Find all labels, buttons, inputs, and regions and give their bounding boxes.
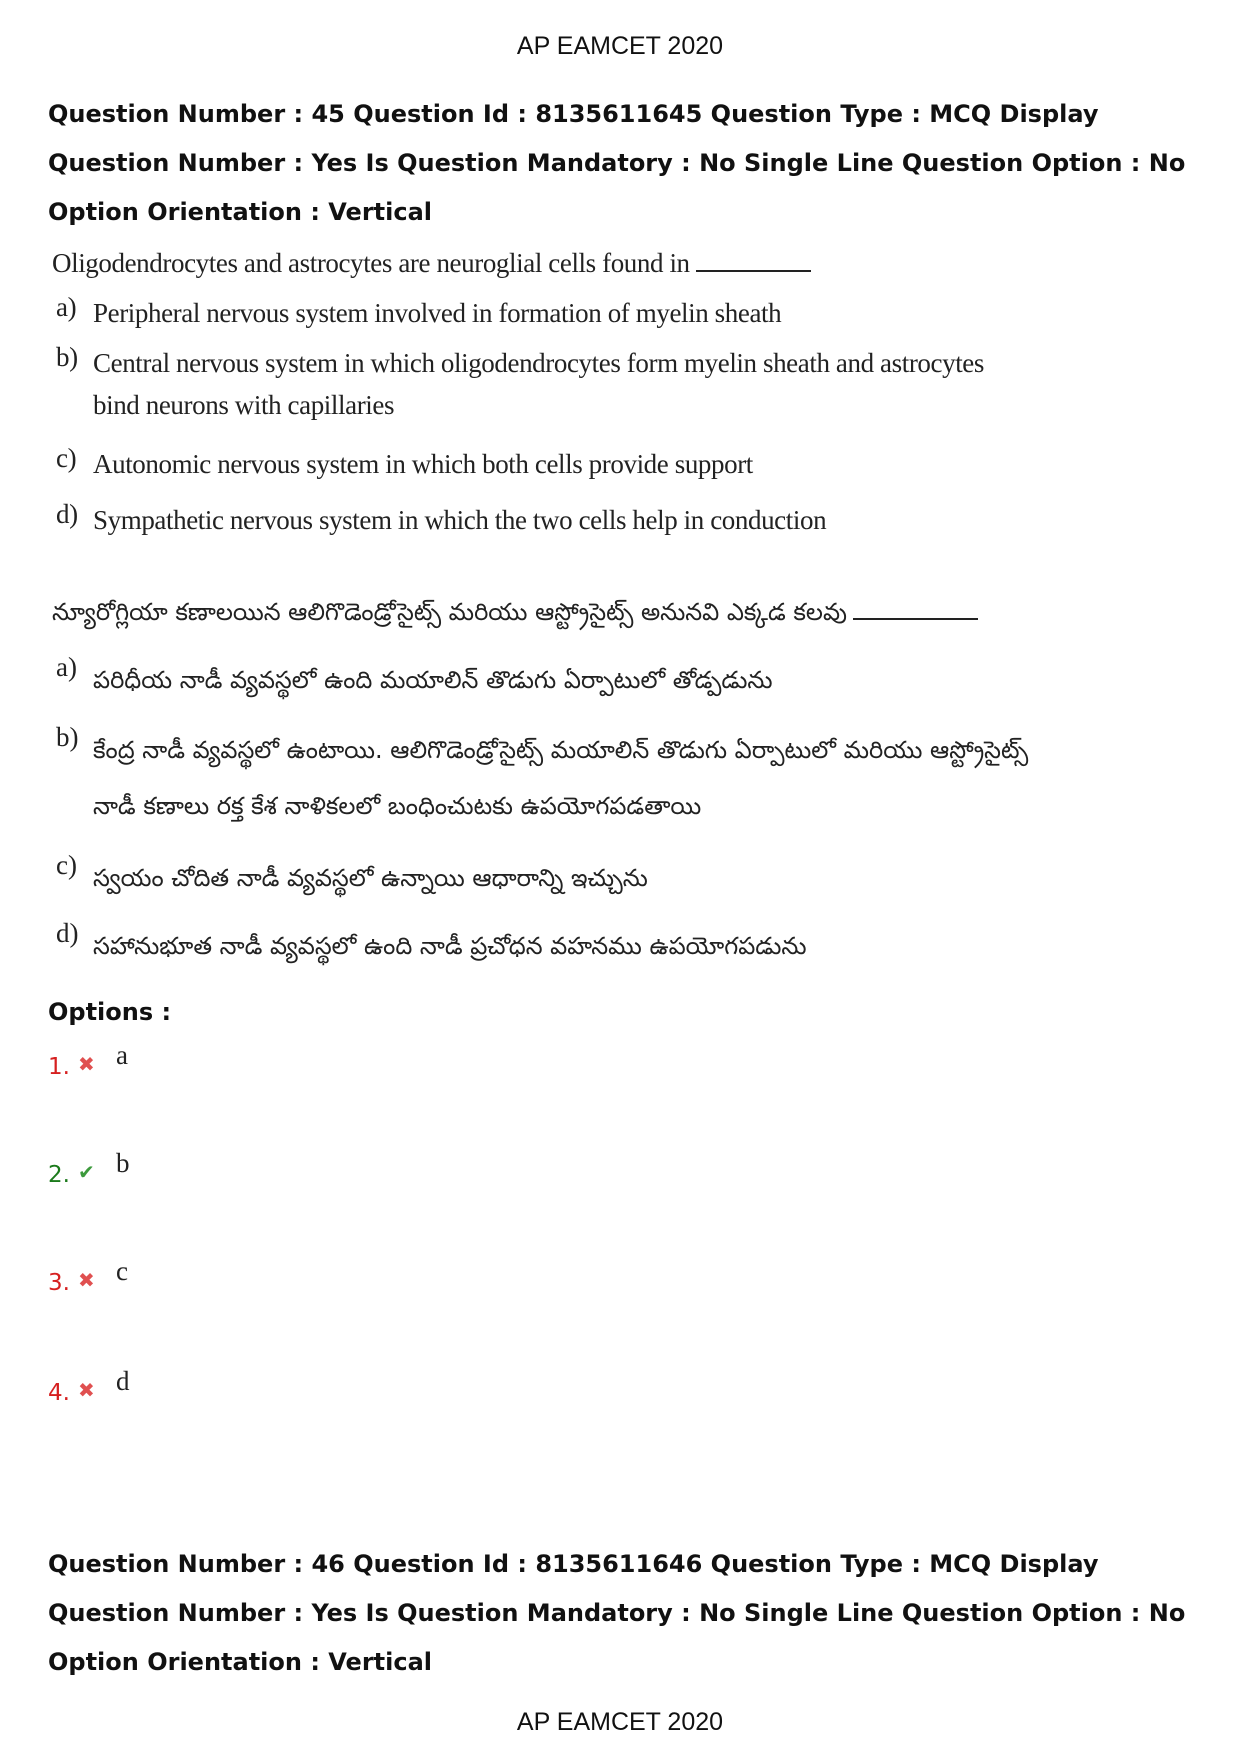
option-text: సహానుభూత నాడీ వ్యవస్థలో ఉంది నాడీ ప్రచోధన వహనము ఉపయోగపడును <box>93 932 807 960</box>
cross-icon: ✖ <box>78 1378 95 1402</box>
option-text-line2: నాడీ కణాలు రక్త కేశ నాళికలలో బంధించుటకు ఉపయోగపడతాయి <box>93 792 702 820</box>
option-label: b) <box>56 722 79 752</box>
option-label: c) <box>56 443 77 473</box>
check-icon: ✔ <box>78 1160 95 1184</box>
choice-value: a <box>116 1040 128 1070</box>
option-text-line1: కేంద్ర నాడీ వ్యవస్థలో ఉంటాయి. ఆలిగొడెండ్రోసైట్స్ మయాలిన్ తొడుగు ఏర్పాటులో మరియు ఆస్ట్రోసైట్స్ <box>93 736 1029 764</box>
telugu-option-a <box>56 652 773 708</box>
cross-icon: ✖ <box>78 1052 95 1076</box>
choice-value: d <box>116 1366 130 1396</box>
page-footer: AP EAMCET 2020 <box>516 1708 724 1736</box>
option-text: పరిధీయ నాడీ వ్యవస్థలో ఉంది మయాలిన్ తొడుగు ఏర్పాటులో తోడ్పడును <box>93 666 773 694</box>
telugu-option-b <box>56 722 1028 834</box>
choice-number: 4. <box>48 1380 70 1406</box>
option-text-line2: bind neurons with capillaries <box>93 390 395 420</box>
option-label: b) <box>56 342 78 372</box>
choice-number: 1. <box>48 1054 70 1080</box>
choice-value: b <box>116 1148 130 1178</box>
question-stem-telugu <box>52 596 978 632</box>
answer-blank <box>696 248 811 272</box>
option-text-line1: Central nervous system in which oligodendrocytes form myelin sheath and astrocytes <box>93 348 984 378</box>
question-stem-english-text: Oligodendrocytes and astrocytes are neuroglial cells found in <box>52 248 690 278</box>
english-option-c <box>56 443 753 485</box>
choice-number: 3. <box>48 1270 70 1296</box>
telugu-option-c <box>56 850 648 906</box>
option-text: Sympathetic nervous system in which the two cells help in conduction <box>93 505 827 535</box>
option-text: స్వయం చోదిత నాడీ వ్యవస్థలో ఉన్నాయి ఆధారాన్ని ఇచ్చును <box>93 864 648 892</box>
option-label: a) <box>56 652 77 682</box>
page-header: AP EAMCET 2020 <box>516 32 724 60</box>
question-stem-english <box>52 248 811 279</box>
english-option-d <box>56 499 826 541</box>
question-46-meta: Question Number : 46 Question Id : 8135611646 Question Type : MCQ Display Question Number : Yes Is Question Mandatory : No Single Line Question Option : No Option Orientation : Vertical <box>48 1550 1186 1676</box>
cross-icon: ✖ <box>78 1268 95 1292</box>
telugu-option-d <box>56 918 807 974</box>
option-label: a) <box>56 292 77 322</box>
english-option-a <box>56 292 781 334</box>
option-label: d) <box>56 499 78 529</box>
option-label: d) <box>56 918 79 948</box>
answer-blank <box>853 596 978 620</box>
options-heading: Options : <box>48 998 172 1026</box>
english-option-b <box>56 342 984 426</box>
option-text: Peripheral nervous system involved in formation of myelin sheath <box>93 298 782 328</box>
question-45-meta: Question Number : 45 Question Id : 8135611645 Question Type : MCQ Display Question Number : Yes Is Question Mandatory : No Single Line Question Option : No Option Orientation : Vertical <box>48 100 1186 226</box>
question-stem-telugu-text: న్యూరోగ్లియా కణాలయిన ఆలిగొడెండ్రోసైట్స్ మరియు ఆస్ట్రోసైట్స్ అనునవి ఎక్కడ కలవు <box>52 598 847 626</box>
option-text: Autonomic nervous system in which both cells provide support <box>93 449 753 479</box>
choice-value: c <box>116 1256 128 1286</box>
option-label: c) <box>56 850 77 880</box>
choice-number: 2. <box>48 1162 70 1188</box>
